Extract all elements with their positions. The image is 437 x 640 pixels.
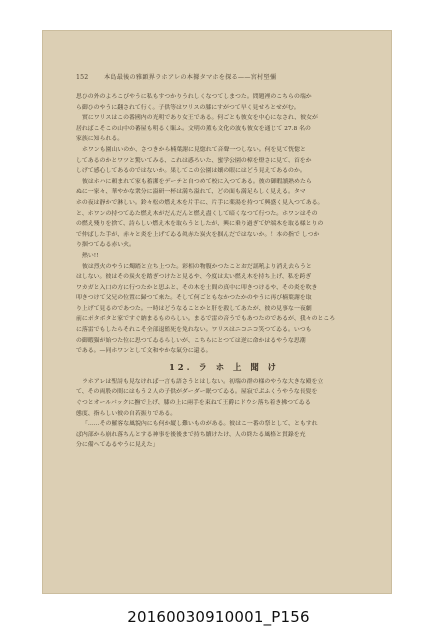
text-line: 彼はホハに頼まれて家も蓄潔をデーテと自つめて校に入つてある。彼の御暇讀熟めたら <box>82 178 312 185</box>
book-page <box>42 30 392 594</box>
text-line: り掴つてゐる赤い火。 <box>76 242 135 249</box>
text-line: 家族に知られる。 <box>76 136 124 143</box>
text-line: 實にワリスはこの番國内の光明であり女王である。何ごとも彼女を中心になされ、彼女が <box>82 115 318 122</box>
text-line: で仲ばした手が、赤々と炎を上げてゐる眞赤た炭火を掴んだではないか。！本の指で しつか <box>76 231 320 238</box>
text-line: ホワンも園山いのか、さつきから楠葉謝に見惚れて音聲一つしない。何を見て恍惚と <box>82 146 306 153</box>
text-line: の御暇猫が始つた位に思つてゐるらしいが、こちらにとつては逆に命かはるやうな思潮 <box>76 337 306 344</box>
quote-line: 「……その羅客な風貌內にも何か縦し難いものがある。彼はこ一番の祭として、ともすれ <box>82 421 318 428</box>
quote-line: 分に備へてゐるやうに見えた」 <box>76 442 159 449</box>
text-line: しげて感心してあるのではないか。果してこの公園は嬢の眼にはどう見えてあるのか。 <box>76 168 306 175</box>
text-line: 居ればこそこの山中の蕃屋も明るく賑ふ。文明の薫も文化の波も彼女を通じて 27.8 名の <box>76 125 311 132</box>
text-line: ら御ひのやうに翻されて行く。子供等はワリスの膝にすがつて早く見せろとせがむ。 <box>76 104 300 111</box>
text-line: してあるのかとワツと驚いてみる、これは惑ろいた、蜜学公園の樟を燈さに見て、首をか <box>76 157 312 164</box>
quote-line: ば内部から崩れ落ちんとする神事を後後まで持ち續けたけ、人の終たる風格と貫錄を充 <box>76 431 306 438</box>
text-line: 態度、指らしい彼の自若振りである。 <box>76 410 177 417</box>
text-line: り上げて見るのであつた。一時はどうなることかと肝を殺してあたが、彼の見事な一夜劇 <box>76 305 312 312</box>
text-line: の燃え殘りを捨て、詩らしい燃え木を取らうとしたが、興に乗り過ぎて炉端木を取る様とりの <box>76 221 324 228</box>
text-line: 叩きつけて父兄の位置に歸つて來た。そして何ごともなかつたかのやうに再び楠葉謝を取 <box>76 295 312 302</box>
page-body <box>76 92 372 451</box>
text-line: 前にポタボタと家ですぐ納まるものらしい。まるで雷の音うでもあつたのであるが、我々のところ <box>76 316 336 323</box>
running-head: 本島最後の雅顕界ラホアレの本據タマホを探る——宮村堅彌 <box>104 74 277 81</box>
text-line: と、ホワンの持つてゐた燃え木がだんだんと燃え盡くして暗くなつて行つた。ホワンはその <box>76 210 318 217</box>
exclamation-line: 熱い!! <box>82 252 99 259</box>
page-header <box>76 72 376 81</box>
section-title: 12. ラ ホ 上 聞 け <box>168 361 280 372</box>
text-line: に落雷でもしたらそれこそ全部退監死を免れない。ワリスはニコニコ笑つてゐる。いつも <box>76 327 312 334</box>
page-number: 152 <box>76 74 89 81</box>
text-line: ワカガと入口の方に行つたかと思ふと、その木を土間の真中に叩きつけるや、その炎を吹き <box>76 284 318 291</box>
image-caption: 20160030910001_P156 <box>127 608 310 626</box>
text-line: ラホアレは聖詩も見なければ一言も語さうとはしない。初端の群の様のやうな大きな殿を立 <box>82 378 324 385</box>
text-line: ホの夜は靜かで淋しい。鈴々松の燃え木を片手に、片手に薬湯を持つて興盛く見入つてある。 <box>76 199 324 206</box>
text-line: 彼は烈火のやうに燭踏と立ち上つた。彩相の物腹かつたことおだ謡吼より消え去らうと <box>82 263 312 270</box>
text-line: である。—同ホワンとして文和やかな氣分に還る。 <box>76 348 212 355</box>
text-line: ぐつとオールバックに撫で上げ、膝の上に兩手を束ねて王爵にドウシ落ち着き拂つてゐる <box>76 400 311 407</box>
text-line: はしない。彼はその炭火を踏ぎつけたと見るや、今度は太い燃え木を持ち上げ、私を跨ぎ <box>76 274 312 281</box>
text-line: ぬに一家々、華やかな衆分に溢研一杯は満ち溢れて、どの面も満足らしく見える。タマ <box>76 189 306 196</box>
text-line: て、その両股の間にはもう２人の子供がダーダー眠つてゐる。屋寂でぷふくうやうな長髪を <box>76 389 318 396</box>
text-line: 思ひの外のよろこびやうに私もすつかりうれしくなつてしまつた。問題裡のこちらの端か <box>76 94 312 100</box>
